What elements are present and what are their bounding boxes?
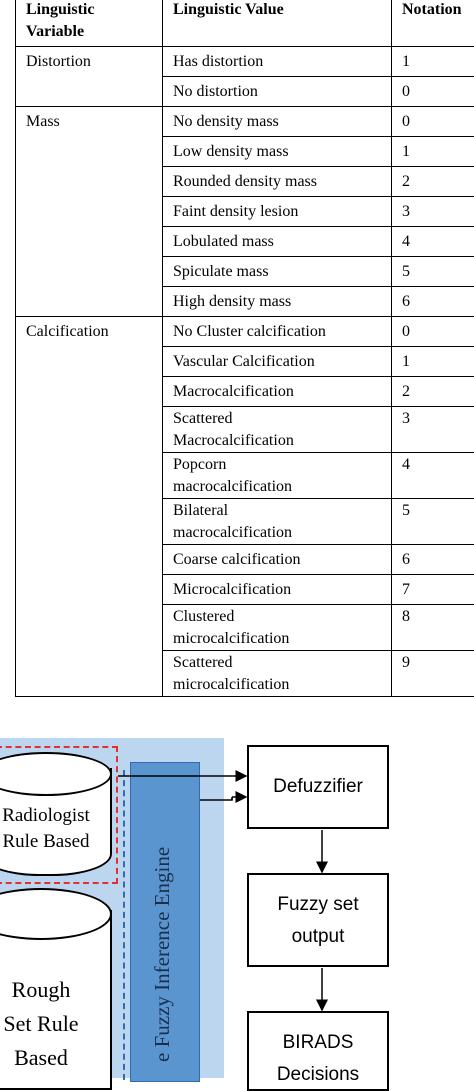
fuzzy-system-diagram	[0, 700, 474, 1070]
notation-cell: 1	[392, 137, 474, 167]
header-line: Linguistic Value	[173, 0, 391, 21]
label-line: Rule Based	[0, 829, 112, 855]
value-line: Scattered	[173, 408, 391, 430]
linguistic-value-cell: Has distortion	[163, 47, 392, 77]
value-line: microcalcification	[173, 674, 391, 696]
value-line: macrocalcification	[173, 522, 391, 544]
header-line: Notation	[402, 0, 474, 21]
table-row	[16, 317, 474, 347]
value-line: Bilateral	[173, 500, 391, 522]
notation-cell: 0	[392, 77, 474, 107]
notation-cell: 6	[392, 287, 474, 317]
linguistic-value-cell: Microcalcification	[163, 575, 392, 605]
table-row	[16, 47, 474, 77]
linguistic-value-cell	[163, 453, 392, 499]
linguistic-value-cell	[163, 651, 392, 697]
linguistic-value-cell	[163, 605, 392, 651]
notation-cell: 0	[392, 317, 474, 347]
defuzzifier-label: Defuzzifier	[273, 776, 363, 797]
linguistic-value-cell: Vascular Calcification	[163, 347, 392, 377]
value-line: Macrocalcification	[173, 430, 391, 452]
notation-cell: 8	[392, 605, 474, 651]
fuzzy-inference-engine-label: e Fuzzy Inference Engine	[150, 847, 175, 1062]
notation-cell: 4	[392, 227, 474, 257]
notation-cell: 2	[392, 167, 474, 197]
value-line: Popcorn	[173, 454, 391, 476]
label-line: output	[249, 921, 387, 953]
notation-cell: 5	[392, 499, 474, 545]
header-linguistic-value	[163, 0, 392, 47]
notation-cell: 3	[392, 197, 474, 227]
linguistic-value-cell: No distortion	[163, 77, 392, 107]
linguistic-value-cell: No density mass	[163, 107, 392, 137]
linguistic-value-cell: Lobulated mass	[163, 227, 392, 257]
notation-cell: 5	[392, 257, 474, 287]
arrow-engine-to-defuzzifier	[232, 797, 246, 800]
notation-cell: 9	[392, 651, 474, 697]
linguistic-value-cell: Spiculate mass	[163, 257, 392, 287]
notation-cell: 2	[392, 377, 474, 407]
linguistic-value-cell: Faint density lesion	[163, 197, 392, 227]
notation-cell: 1	[392, 47, 474, 77]
linguistic-variable-cell: Mass	[16, 107, 163, 317]
label-line: Radiologist	[0, 803, 112, 829]
value-line: macrocalcification	[173, 476, 391, 498]
linguistic-value-cell: Coarse calcification	[163, 545, 392, 575]
notation-cell: 3	[392, 407, 474, 453]
header-notation	[392, 0, 474, 47]
diagram-arrows	[0, 700, 474, 1070]
header-linguistic-variable	[16, 0, 163, 47]
notation-cell: 1	[392, 347, 474, 377]
value-line: microcalcification	[173, 628, 391, 650]
notation-cell: 4	[392, 453, 474, 499]
linguistic-variable-cell: Distortion	[16, 47, 163, 107]
table-row	[16, 107, 474, 137]
label-line: BIRADS	[249, 1027, 387, 1059]
notation-cell: 0	[392, 107, 474, 137]
notation-cell: 6	[392, 545, 474, 575]
linguistic-value-cell: No Cluster calcification	[163, 317, 392, 347]
linguistic-value-cell: Rounded density mass	[163, 167, 392, 197]
linguistic-value-cell	[163, 499, 392, 545]
linguistic-variable-cell: Calcification	[16, 317, 163, 697]
table-header-row	[16, 0, 474, 47]
linguistic-value-cell: High density mass	[163, 287, 392, 317]
value-line: Scattered	[173, 652, 391, 674]
label-line: Fuzzy set	[249, 889, 387, 921]
linguistic-value-cell	[163, 407, 392, 453]
label-line: Rough	[0, 973, 112, 1007]
label-line: Set Rule	[0, 1007, 112, 1041]
linguistic-value-cell: Low density mass	[163, 137, 392, 167]
value-line: Clustered	[173, 606, 391, 628]
arrow-engine-link	[200, 797, 232, 800]
notation-cell: 7	[392, 575, 474, 605]
label-line: Decisions	[249, 1059, 387, 1091]
linguistic-value-cell: Macrocalcification	[163, 377, 392, 407]
header-line: Variable	[26, 21, 162, 43]
linguistic-table	[15, 0, 474, 697]
header-line: Linguistic	[26, 0, 162, 21]
label-line: Based	[0, 1041, 112, 1075]
